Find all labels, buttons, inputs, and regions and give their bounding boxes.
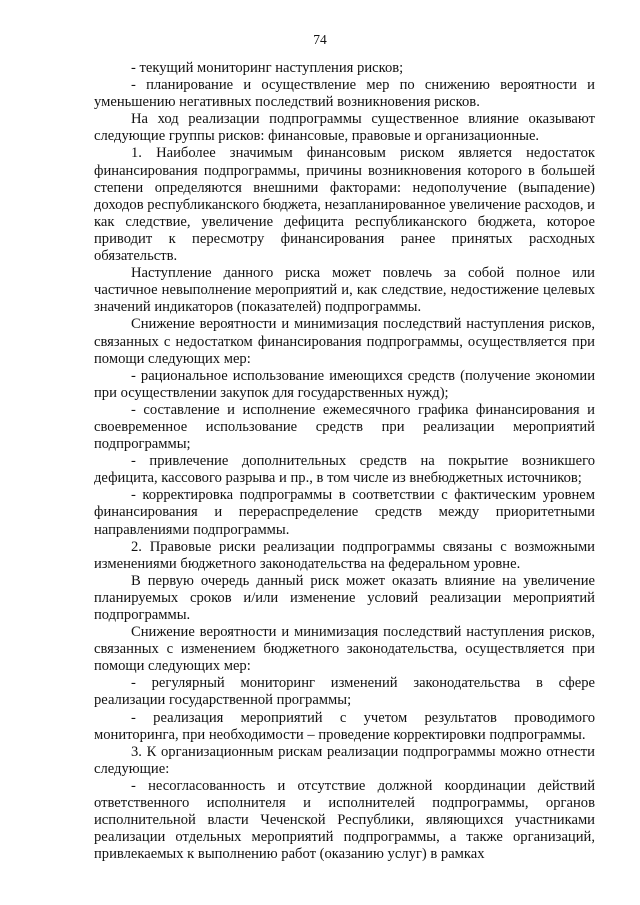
document-body: [94, 60, 595, 863]
paragraph: Снижение вероятности и минимизация последствий наступления рисков, связанных с изменением бюджетного законодательства, осуществляется при помощи следующих мер:: [94, 624, 595, 675]
paragraph: - привлечение дополнительных средств на покрытие возникшего дефицита, кассового разрыва и пр., в том числе из внебюджетных источников;: [94, 453, 595, 487]
paragraph: 1. Наиболее значимым финансовым риском является недостаток финансирования подпрограммы, причины возникновения которого в большей степени определяются внешними факторами: недополучение (выпадение) доходов республиканского бюджета, незапланированное увеличение расходов, и как следствие, увеличение дефицита республиканского бюджета, которое приводит к пересмотру финансирования ранее принятых расходных обязательств.: [94, 145, 595, 265]
paragraph: 2. Правовые риски реализации подпрограммы связаны с возможными изменениями бюджетного законодательства на федеральном уровне.: [94, 538, 595, 572]
paragraph: 3. К организационным рискам реализации подпрограммы можно отнести следующие:: [94, 743, 595, 777]
paragraph: - рациональное использование имеющихся средств (получение экономии при осуществлении закупок для государственных нужд);: [94, 367, 595, 401]
page-number: 74: [313, 32, 327, 47]
paragraph: - текущий мониторинг наступления рисков;: [131, 60, 404, 76]
paragraph: Наступление данного риска может повлечь за собой полное или частичное невыполнение мероприятий и, как следствие, недостижение целевых значений индикаторов (показателей) подпрограммы.: [94, 265, 595, 316]
paragraph: - корректировка подпрограммы в соответствии с фактическим уровнем финансирования и перераспределение средств между приоритетными направлениями подпрограммы.: [94, 487, 595, 538]
paragraph: Снижение вероятности и минимизация последствий наступления рисков, связанных с недостатком финансирования подпрограммы, осуществляется при помощи следующих мер:: [94, 316, 595, 367]
paragraph: На ход реализации подпрограммы существенное влияние оказывают следующие группы рисков: финансовые, правовые и организационные.: [94, 111, 595, 145]
paragraph: - составление и исполнение ежемесячного графика финансирования и своевременное использование средств при реализации мероприятий подпрограммы;: [94, 401, 595, 453]
paragraph: В первую очередь данный риск может оказать влияние на увеличение планируемых сроков и/или изменение условий реализации мероприятий подпрограммы.: [94, 572, 595, 623]
paragraph: - реализация мероприятий с учетом результатов проводимого мониторинга, при необходимости – проведение корректировки подпрограммы.: [94, 709, 595, 743]
paragraph: - несогласованность и отсутствие должной координации действий ответственного исполнителя и исполнителей подпрограммы, органов исполнительной власти Чеченской Республики, являющихся участниками реализации отдельных мероприятий подпрограммы, а также организаций, привлекаемых к выполнению работ (оказанию услуг) в рамках: [94, 777, 595, 863]
paragraph: - планирование и осуществление мер по снижению вероятности и уменьшению негативных последствий возникновения рисков.: [94, 77, 595, 111]
paragraph: - регулярный мониторинг изменений законодательства в сфере реализации государственной программы;: [94, 675, 595, 709]
